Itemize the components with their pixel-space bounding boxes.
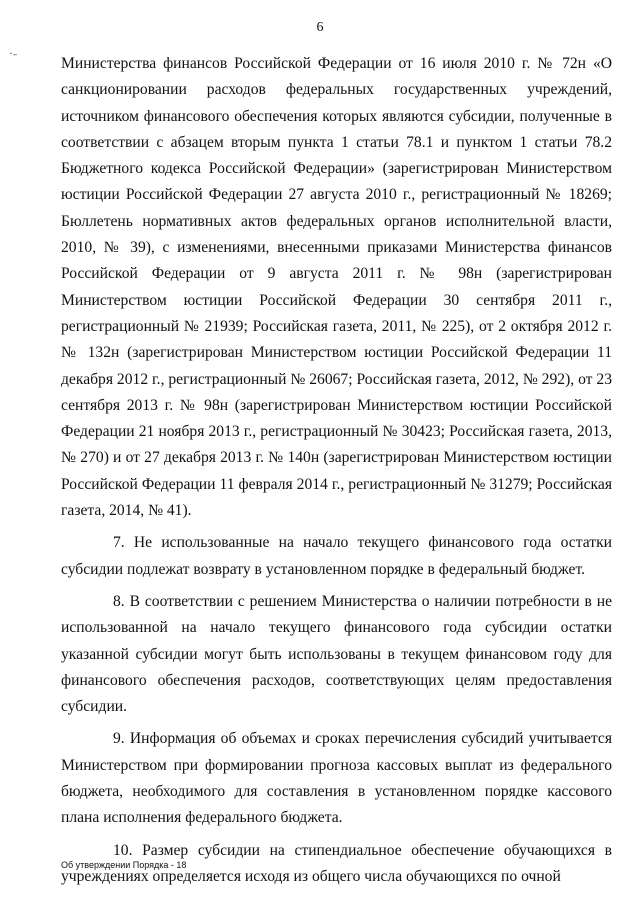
paragraph-item-7: 7. Не использованные на начало текущего финансового года остатки субсидии подлежат возврату в установленном порядке в федеральный бюджет. — [61, 534, 612, 578]
paragraph-item-9: 9. Информация об объемах и сроках перечисления субсидий учитывается Министерством при формировании прогноза кассовых выплат из федерального бюджета, необходимого для составления в установленном порядке кассового плана исполнения федерального бюджета. — [61, 730, 612, 827]
body-text — [61, 51, 612, 890]
page-number: 6 — [316, 20, 324, 35]
paragraph-item-10: 10. Размер субсидии на стипендиальное обеспечение обучающихся в учреждениях определяется исходя из общего числа обучающихся по очной — [61, 841, 612, 885]
paragraph-continuation: Министерства финансов Российской Федерации от 16 июля 2010 г. № 72н «О санкционировании расходов федеральных государственных учреждений, источником финансового обеспечения которых являются субсидии, полученные в соответствии с абзацем вторым пункта 1 статьи 78.1 и пунктом 1 статьи 78.2 Бюджетного кодекса Российской Федерации» (зарегистрирован Министерством юстиции Российской Федерации 27 августа 2010 г., регистрационный № 18269; Бюллетень нормативных актов федеральных органов исполнительной власти, 2010, № 39), с изменениями, внесенными приказами Министерства финансов Российской Федерации от 9 августа 2011 г. № 98н (зарегистрирован Министерством юстиции Российской Федерации 30 сентября 2011 г., регистрационный № 21939; Российская газета, 2011, № 225), от 2 октября 2012 г. № 132н (зарегистрирован Министерством юстиции Российской Федерации 11 декабря 2012 г., регистрационный № 26067; Российская газета, 2012, № 292), от 23 сентября 2013 г. № 98н (зарегистрирован Министерством юстиции Российской Федерации 21 ноября 2013 г., регистрационный № 30423; Российская газета, 2013, № 270) и от 27 декабря 2013 г. № 140н (зарегистрирован Министерством юстиции Российской Федерации 11 февраля 2014 г., регистрационный № 31279; Российская газета, 2014, № 41). — [61, 55, 612, 520]
margin-mark: ·˗ — [9, 46, 17, 60]
paragraph-item-8: 8. В соответствии с решением Министерства о наличии потребности в не использованной на начало текущего финансового года субсидии остатки указанной субсидии могут быть использованы в текущем финансовом году для финансового обеспечения расходов, соответствующих целям предоставления субсидии. — [61, 592, 612, 716]
page-footer: Об утверждении Порядка - 18 — [61, 860, 187, 870]
